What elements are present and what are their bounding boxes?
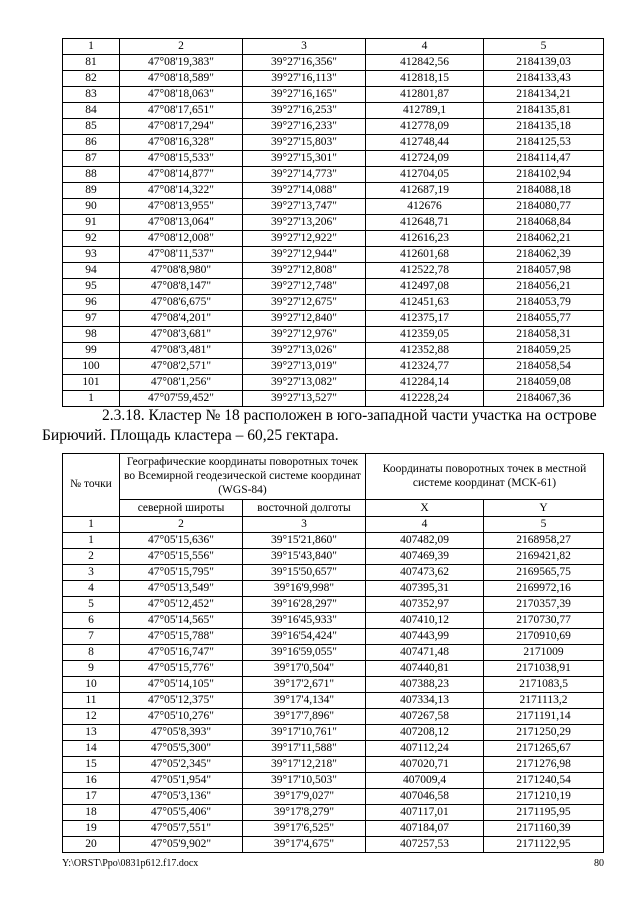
point-number-cell: 95 <box>63 279 120 295</box>
cluster-18-table-body <box>63 454 604 853</box>
point-number-cell: 12 <box>63 709 120 725</box>
latitude-cell: 47°08'18,589" <box>120 71 243 87</box>
y-coordinate-cell: 2184058,31 <box>484 327 604 343</box>
y-coordinate-cell: 2170730,77 <box>484 613 604 629</box>
x-coordinate-cell: 412352,88 <box>366 343 484 359</box>
table-row <box>63 167 604 183</box>
table-row <box>63 821 604 837</box>
latitude-cell: 47°08'2,571" <box>120 359 243 375</box>
y-coordinate-cell: 2170910,69 <box>484 629 604 645</box>
point-number-cell: 101 <box>63 375 120 391</box>
x-coordinate-cell: 407267,58 <box>366 709 484 725</box>
longitude-cell: 39°16'45,933" <box>243 613 366 629</box>
table-row <box>63 661 604 677</box>
longitude-cell: 39°17'12,218" <box>243 757 366 773</box>
y-coordinate-cell: 2171083,5 <box>484 677 604 693</box>
point-number-cell: 1 <box>63 391 120 407</box>
x-coordinate-cell: 407117,01 <box>366 805 484 821</box>
longitude-cell: 39°17'6,525" <box>243 821 366 837</box>
latitude-cell: 47°07'59,452" <box>120 391 243 407</box>
x-coordinate-cell: 412676 <box>366 199 484 215</box>
table-row <box>63 757 604 773</box>
y-coordinate-cell: 2184134,21 <box>484 87 604 103</box>
latitude-cell: 47°05'5,300" <box>120 741 243 757</box>
x-coordinate-cell: 407443,99 <box>366 629 484 645</box>
latitude-cell: 47°08'8,147" <box>120 279 243 295</box>
latitude-cell: 47°08'11,537" <box>120 247 243 263</box>
longitude-cell: 39°15'21,860" <box>243 533 366 549</box>
longitude-cell: 39°27'16,113" <box>243 71 366 87</box>
table-row <box>63 343 604 359</box>
latitude-cell: 47°05'16,747" <box>120 645 243 661</box>
table-row <box>63 199 604 215</box>
latitude-cell: 47°08'13,064" <box>120 215 243 231</box>
y-coordinate-cell: 2184062,39 <box>484 247 604 263</box>
table-row <box>63 773 604 789</box>
table-row <box>63 391 604 407</box>
point-number-cell: 86 <box>63 135 120 151</box>
cluster-description <box>42 406 607 446</box>
latitude-cell: 47°08'19,383" <box>120 55 243 71</box>
longitude-cell: 39°27'12,748" <box>243 279 366 295</box>
longitude-cell: 39°27'12,840" <box>243 311 366 327</box>
longitude-cell: 39°15'43,840" <box>243 549 366 565</box>
longitude-cell: 39°27'13,206" <box>243 215 366 231</box>
point-number-cell: 10 <box>63 677 120 693</box>
table-row <box>63 725 604 741</box>
table-row <box>63 359 604 375</box>
point-number-cell: 8 <box>63 645 120 661</box>
y-coordinate-cell: 2184133,43 <box>484 71 604 87</box>
table-row <box>63 55 604 71</box>
point-number-cell: 92 <box>63 231 120 247</box>
longitude-cell: 39°17'4,134" <box>243 693 366 709</box>
y-coordinate-cell: 2171195,95 <box>484 805 604 821</box>
longitude-cell: 39°15'50,657" <box>243 565 366 581</box>
latitude-cell: 47°05'14,565" <box>120 613 243 629</box>
x-coordinate-cell: 407388,23 <box>366 677 484 693</box>
document-file-path: Y:\ORST\Ppo\0831p612.f17.docx <box>62 858 199 869</box>
latitude-cell: 47°05'15,636" <box>120 533 243 549</box>
longitude-cell: 39°27'14,088" <box>243 183 366 199</box>
longitude-cell: 39°27'16,356" <box>243 55 366 71</box>
y-coordinate-cell: 2184059,25 <box>484 343 604 359</box>
y-coordinate-cell: 2184125,53 <box>484 135 604 151</box>
table-row <box>63 629 604 645</box>
x-coordinate-cell: 412724,09 <box>366 151 484 167</box>
latitude-cell: 47°08'15,533" <box>120 151 243 167</box>
longitude-cell: 39°17'2,671" <box>243 677 366 693</box>
table-row <box>63 215 604 231</box>
x-coordinate-cell: 407009,4 <box>366 773 484 789</box>
point-number-cell: 5 <box>63 597 120 613</box>
longitude-cell: 39°16'9,998" <box>243 581 366 597</box>
x-coordinate-cell: 412778,09 <box>366 119 484 135</box>
latitude-cell: 47°05'10,276" <box>120 709 243 725</box>
point-number-cell: 2 <box>63 549 120 565</box>
latitude-cell: 47°08'3,681" <box>120 327 243 343</box>
latitude-cell: 47°05'7,551" <box>120 821 243 837</box>
latitude-cell: 47°08'13,955" <box>120 199 243 215</box>
table-row <box>63 263 604 279</box>
point-number-cell: 7 <box>63 629 120 645</box>
point-number-cell: 100 <box>63 359 120 375</box>
page-number: 80 <box>594 858 604 869</box>
longitude-cell: 39°27'14,773" <box>243 167 366 183</box>
y-coordinate-cell: 2184067,36 <box>484 391 604 407</box>
y-coordinate-cell: 2171210,19 <box>484 789 604 805</box>
x-coordinate-cell: 407046,58 <box>366 789 484 805</box>
x-coordinate-cell: 412687,19 <box>366 183 484 199</box>
y-coordinate-cell: 2184056,21 <box>484 279 604 295</box>
column-number: 5 <box>484 517 604 533</box>
point-number-cell: 84 <box>63 103 120 119</box>
longitude-cell: 39°17'0,504" <box>243 661 366 677</box>
table-row <box>63 87 604 103</box>
point-number-cell: 17 <box>63 789 120 805</box>
latitude-cell: 47°05'13,549" <box>120 581 243 597</box>
table-row <box>63 693 604 709</box>
longitude-cell: 39°27'16,165" <box>243 87 366 103</box>
longitude-cell: 39°17'10,503" <box>243 773 366 789</box>
longitude-cell: 39°27'15,301" <box>243 151 366 167</box>
x-coordinate-cell: 412801,87 <box>366 87 484 103</box>
longitude-cell: 39°27'13,026" <box>243 343 366 359</box>
point-number-cell: 83 <box>63 87 120 103</box>
latitude-cell: 47°08'6,675" <box>120 295 243 311</box>
x-coordinate-cell: 407482,09 <box>366 533 484 549</box>
column-number: 1 <box>63 39 120 55</box>
y-coordinate-cell: 2184139,03 <box>484 55 604 71</box>
latitude-cell: 47°05'15,776" <box>120 661 243 677</box>
longitude-cell: 39°17'10,761" <box>243 725 366 741</box>
table-row <box>63 119 604 135</box>
latitude-cell: 47°08'4,201" <box>120 311 243 327</box>
latitude-cell: 47°05'15,795" <box>120 565 243 581</box>
x-coordinate-cell: 407112,24 <box>366 741 484 757</box>
cluster-18-coordinates-table <box>62 453 604 853</box>
table-subheader-row <box>63 500 604 517</box>
header-geographic-coordinates: Географические координаты поворотных точек во Всемирной геодезической системе координат (WGS-84) <box>120 454 366 500</box>
y-coordinate-cell: 2169972,16 <box>484 581 604 597</box>
header-local-coordinates: Координаты поворотных точек в местной системе координат (МСК-61) <box>366 454 604 500</box>
x-coordinate-cell: 407469,39 <box>366 549 484 565</box>
table-row <box>63 247 604 263</box>
x-coordinate-cell: 412704,05 <box>366 167 484 183</box>
y-coordinate-cell: 2171038,91 <box>484 661 604 677</box>
x-coordinate-cell: 407352,97 <box>366 597 484 613</box>
point-number-cell: 89 <box>63 183 120 199</box>
x-coordinate-cell: 412522,78 <box>366 263 484 279</box>
longitude-cell: 39°16'28,297" <box>243 597 366 613</box>
x-coordinate-cell: 407395,31 <box>366 581 484 597</box>
longitude-cell: 39°17'7,896" <box>243 709 366 725</box>
table-row <box>63 645 604 661</box>
latitude-cell: 47°08'14,322" <box>120 183 243 199</box>
longitude-cell: 39°17'9,027" <box>243 789 366 805</box>
longitude-cell: 39°27'12,944" <box>243 247 366 263</box>
point-number-cell: 11 <box>63 693 120 709</box>
y-coordinate-cell: 2171122,95 <box>484 837 604 853</box>
longitude-cell: 39°27'16,233" <box>243 119 366 135</box>
header-longitude: восточной долготы <box>243 500 366 517</box>
header-y: Y <box>484 500 604 517</box>
latitude-cell: 47°05'8,393" <box>120 725 243 741</box>
x-coordinate-cell: 412789,1 <box>366 103 484 119</box>
point-number-cell: 97 <box>63 311 120 327</box>
x-coordinate-cell: 412375,17 <box>366 311 484 327</box>
table-row <box>63 231 604 247</box>
y-coordinate-cell: 2184057,98 <box>484 263 604 279</box>
latitude-cell: 47°05'12,375" <box>120 693 243 709</box>
point-number-cell: 94 <box>63 263 120 279</box>
table-row <box>63 279 604 295</box>
latitude-cell: 47°08'18,063" <box>120 87 243 103</box>
latitude-cell: 47°05'5,406" <box>120 805 243 821</box>
table-row <box>63 295 604 311</box>
table-row <box>63 709 604 725</box>
table-row <box>63 597 604 613</box>
x-coordinate-cell: 412228,24 <box>366 391 484 407</box>
table-row <box>63 135 604 151</box>
longitude-cell: 39°27'13,019" <box>243 359 366 375</box>
latitude-cell: 47°05'9,902" <box>120 837 243 853</box>
column-number: 4 <box>366 39 484 55</box>
table-row <box>63 565 604 581</box>
longitude-cell: 39°16'54,424" <box>243 629 366 645</box>
x-coordinate-cell: 412601,68 <box>366 247 484 263</box>
y-coordinate-cell: 2168958,27 <box>484 533 604 549</box>
point-number-cell: 90 <box>63 199 120 215</box>
y-coordinate-cell: 2171160,39 <box>484 821 604 837</box>
y-coordinate-cell: 2171191,14 <box>484 709 604 725</box>
point-number-cell: 99 <box>63 343 120 359</box>
table-row <box>63 805 604 821</box>
longitude-cell: 39°27'13,527" <box>243 391 366 407</box>
point-number-cell: 18 <box>63 805 120 821</box>
longitude-cell: 39°17'11,588" <box>243 741 366 757</box>
y-coordinate-cell: 2184088,18 <box>484 183 604 199</box>
point-number-cell: 16 <box>63 773 120 789</box>
x-coordinate-cell: 407020,71 <box>366 757 484 773</box>
x-coordinate-cell: 407257,53 <box>366 837 484 853</box>
x-coordinate-cell: 407440,81 <box>366 661 484 677</box>
y-coordinate-cell: 2171276,98 <box>484 757 604 773</box>
column-number: 5 <box>484 39 604 55</box>
latitude-cell: 47°05'12,452" <box>120 597 243 613</box>
latitude-cell: 47°05'1,954" <box>120 773 243 789</box>
column-number: 3 <box>243 517 366 533</box>
longitude-cell: 39°27'12,922" <box>243 231 366 247</box>
latitude-cell: 47°08'14,877" <box>120 167 243 183</box>
y-coordinate-cell: 2184114,47 <box>484 151 604 167</box>
column-number: 4 <box>366 517 484 533</box>
y-coordinate-cell: 2184053,79 <box>484 295 604 311</box>
latitude-cell: 47°05'14,105" <box>120 677 243 693</box>
column-number: 1 <box>63 517 120 533</box>
x-coordinate-cell: 407208,12 <box>366 725 484 741</box>
table-row <box>63 375 604 391</box>
y-coordinate-cell: 2184058,54 <box>484 359 604 375</box>
point-number-cell: 4 <box>63 581 120 597</box>
x-coordinate-cell: 412497,08 <box>366 279 484 295</box>
table-row <box>63 311 604 327</box>
x-coordinate-cell: 412359,05 <box>366 327 484 343</box>
y-coordinate-cell: 2184055,77 <box>484 311 604 327</box>
x-coordinate-cell: 412616,23 <box>366 231 484 247</box>
table-row <box>63 103 604 119</box>
y-coordinate-cell: 2184135,81 <box>484 103 604 119</box>
latitude-cell: 47°08'16,328" <box>120 135 243 151</box>
x-coordinate-cell: 412818,15 <box>366 71 484 87</box>
point-number-cell: 14 <box>63 741 120 757</box>
point-number-cell: 9 <box>63 661 120 677</box>
latitude-cell: 47°05'2,345" <box>120 757 243 773</box>
point-number-cell: 88 <box>63 167 120 183</box>
longitude-cell: 39°27'15,803" <box>243 135 366 151</box>
latitude-cell: 47°05'3,136" <box>120 789 243 805</box>
column-number-row <box>63 517 604 533</box>
x-coordinate-cell: 412324,77 <box>366 359 484 375</box>
y-coordinate-cell: 2184080,77 <box>484 199 604 215</box>
coordinates-table-continued <box>62 38 604 407</box>
header-latitude: северной широты <box>120 500 243 517</box>
longitude-cell: 39°27'16,253" <box>243 103 366 119</box>
x-coordinate-cell: 412648,71 <box>366 215 484 231</box>
table-row <box>63 71 604 87</box>
x-coordinate-cell: 407334,13 <box>366 693 484 709</box>
point-number-cell: 15 <box>63 757 120 773</box>
column-number-row <box>63 39 604 55</box>
table-row <box>63 677 604 693</box>
x-coordinate-cell: 407184,07 <box>366 821 484 837</box>
y-coordinate-cell: 2171265,67 <box>484 741 604 757</box>
longitude-cell: 39°27'13,747" <box>243 199 366 215</box>
coordinates-table-body <box>63 39 604 407</box>
x-coordinate-cell: 412451,63 <box>366 295 484 311</box>
y-coordinate-cell: 2184102,94 <box>484 167 604 183</box>
y-coordinate-cell: 2184059,08 <box>484 375 604 391</box>
latitude-cell: 47°08'8,980" <box>120 263 243 279</box>
column-number: 2 <box>120 39 243 55</box>
point-number-cell: 19 <box>63 821 120 837</box>
x-coordinate-cell: 412842,56 <box>366 55 484 71</box>
latitude-cell: 47°08'12,008" <box>120 231 243 247</box>
x-coordinate-cell: 412748,44 <box>366 135 484 151</box>
longitude-cell: 39°27'12,808" <box>243 263 366 279</box>
y-coordinate-cell: 2169565,75 <box>484 565 604 581</box>
latitude-cell: 47°08'17,651" <box>120 103 243 119</box>
cluster-description-line-2: Бирючий. Площадь кластера – 60,25 гектара. <box>42 427 339 444</box>
longitude-cell: 39°17'8,279" <box>243 805 366 821</box>
y-coordinate-cell: 2171113,2 <box>484 693 604 709</box>
point-number-cell: 82 <box>63 71 120 87</box>
point-number-cell: 85 <box>63 119 120 135</box>
table-row <box>63 183 604 199</box>
table-row <box>63 549 604 565</box>
point-number-cell: 93 <box>63 247 120 263</box>
point-number-cell: 3 <box>63 565 120 581</box>
point-number-cell: 1 <box>63 533 120 549</box>
header-point-number: № точки <box>63 454 120 517</box>
point-number-cell: 81 <box>63 55 120 71</box>
x-coordinate-cell: 407410,12 <box>366 613 484 629</box>
point-number-cell: 13 <box>63 725 120 741</box>
longitude-cell: 39°17'4,675" <box>243 837 366 853</box>
point-number-cell: 20 <box>63 837 120 853</box>
column-number: 3 <box>243 39 366 55</box>
y-coordinate-cell: 2171240,54 <box>484 773 604 789</box>
latitude-cell: 47°08'17,294" <box>120 119 243 135</box>
header-x: X <box>366 500 484 517</box>
table-row <box>63 327 604 343</box>
table-header-row <box>63 454 604 500</box>
table-row <box>63 837 604 853</box>
longitude-cell: 39°16'59,055" <box>243 645 366 661</box>
longitude-cell: 39°27'12,675" <box>243 295 366 311</box>
x-coordinate-cell: 407471,48 <box>366 645 484 661</box>
point-number-cell: 87 <box>63 151 120 167</box>
x-coordinate-cell: 407473,62 <box>366 565 484 581</box>
y-coordinate-cell: 2171009 <box>484 645 604 661</box>
y-coordinate-cell: 2184135,18 <box>484 119 604 135</box>
y-coordinate-cell: 2169421,82 <box>484 549 604 565</box>
table-row <box>63 533 604 549</box>
longitude-cell: 39°27'12,976" <box>243 327 366 343</box>
point-number-cell: 96 <box>63 295 120 311</box>
latitude-cell: 47°05'15,556" <box>120 549 243 565</box>
longitude-cell: 39°27'13,082" <box>243 375 366 391</box>
point-number-cell: 6 <box>63 613 120 629</box>
y-coordinate-cell: 2184068,84 <box>484 215 604 231</box>
table-row <box>63 741 604 757</box>
latitude-cell: 47°08'1,256" <box>120 375 243 391</box>
y-coordinate-cell: 2171250,29 <box>484 725 604 741</box>
table-row <box>63 581 604 597</box>
column-number: 2 <box>120 517 243 533</box>
y-coordinate-cell: 2184062,21 <box>484 231 604 247</box>
latitude-cell: 47°08'3,481" <box>120 343 243 359</box>
y-coordinate-cell: 2170357,39 <box>484 597 604 613</box>
cluster-description-line-1: 2.3.18. Кластер № 18 расположен в юго-западной части участка на острове <box>102 407 597 424</box>
table-row <box>63 613 604 629</box>
point-number-cell: 98 <box>63 327 120 343</box>
table-row <box>63 151 604 167</box>
table-row <box>63 789 604 805</box>
x-coordinate-cell: 412284,14 <box>366 375 484 391</box>
latitude-cell: 47°05'15,788" <box>120 629 243 645</box>
point-number-cell: 91 <box>63 215 120 231</box>
